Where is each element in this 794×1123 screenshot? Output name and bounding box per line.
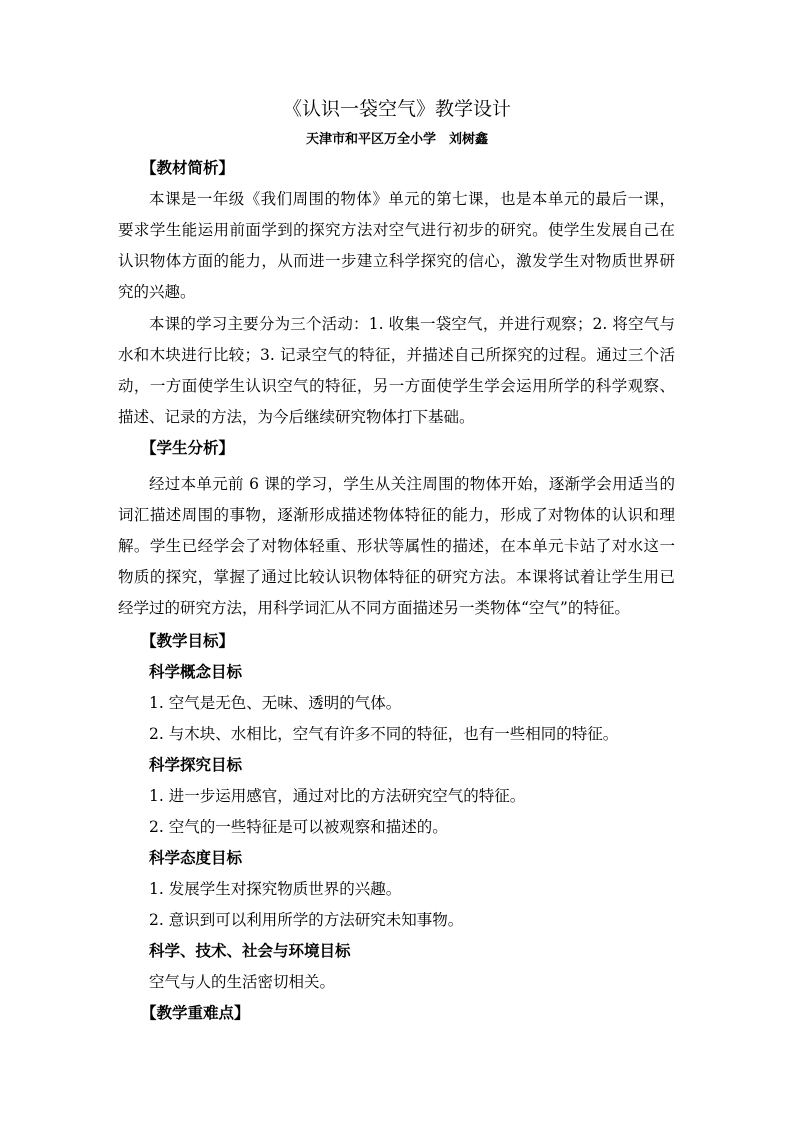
subheading-sts: 科学、技术、社会与环境目标 [149, 941, 351, 960]
sts-item-1: 空气与人的生活密切相关。 [149, 973, 336, 991]
subheading-attitude: 科学态度目标 [149, 848, 243, 867]
inquiry-item-2: 2. 空气的一些特征是可以被观察和描述的。 [149, 818, 448, 836]
attitude-item-1: 1. 发展学生对探究物质世界的兴趣。 [149, 880, 402, 898]
concept-item-2: 2. 与木块、水相比，空气有许多不同的特征，也有一些相同的特征。 [149, 725, 619, 743]
section-heading-goals: 【教学目标】 [141, 631, 235, 650]
section-heading-key-points: 【教学重难点】 [141, 1003, 250, 1022]
document-title: 《认识一袋空气》教学设计 [282, 98, 511, 120]
paragraph-analysis-2: 本课的学习主要分为三个活动：1. 收集一袋空气，并进行观察；2. 将空气与水和木块进行比较；3. 记录空气的特征，并描述自己所探究的过程。通过三个活动，一方面使学生认识空气的特征，另一方面使学生学会运用所学的科学观察、描述、记录的方法，为今后继续研究物体打下基础。 [118, 315, 675, 426]
section-heading-analysis: 【教材简析】 [141, 158, 235, 177]
concept-item-1: 1. 空气是无色、无味、透明的气体。 [149, 694, 402, 712]
subheading-inquiry: 科学探究目标 [149, 755, 243, 774]
paragraph-analysis-1: 本课是一年级《我们周围的物体》单元的第七课，也是本单元的最后一课，要求学生能运用前面学到的探究方法对空气进行初步的研究。使学生发展自己在认识物体方面的能力，从而进一步建立科学探究的信心，激发学生对物质世界研究的兴趣。 [118, 190, 675, 301]
subheading-concept: 科学概念目标 [149, 662, 243, 681]
inquiry-item-1: 1. 进一步运用感官，通过对比的方法研究空气的特征。 [149, 787, 526, 805]
document-author: 天津市和平区万全小学 刘树鑫 [305, 132, 488, 147]
paragraph-student-1: 经过本单元前 6 课的学习，学生从关注周围的物体开始，逐渐学会用适当的词汇描述周围的事物，逐渐形成描述物体特征的能力，形成了对物体的认识和理解。学生已经学会了对物体轻重、形状等属性的描述，在本单元卡站了对水这一物质的探究，掌握了通过比较认识物体特征的研究方法。本课将试着让学生用已经学过的研究方法，用科学词汇从不同方面描述另一类物体“空气”的特征。 [118, 475, 675, 617]
attitude-item-2: 2. 意识到可以利用所学的方法研究未知事物。 [149, 911, 464, 929]
section-heading-student: 【学生分析】 [141, 438, 235, 457]
